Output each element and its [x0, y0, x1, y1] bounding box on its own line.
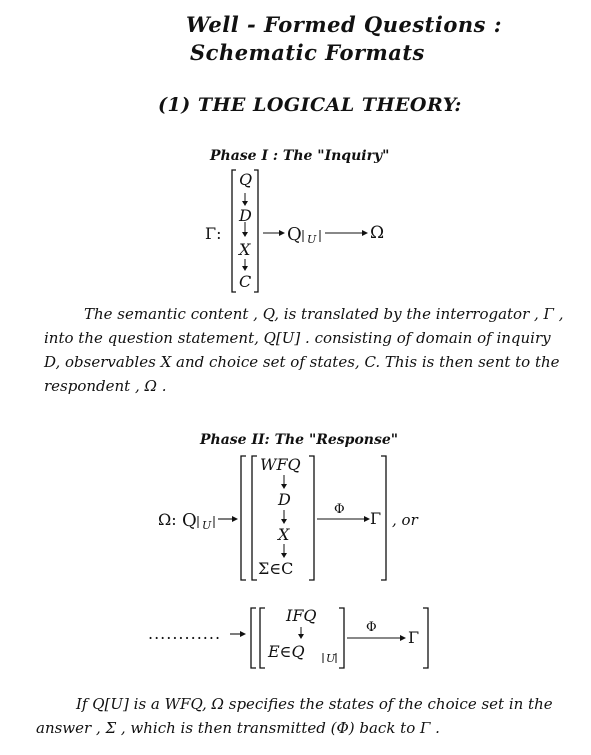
- item-q: Q: [239, 170, 253, 189]
- gamma-label: Γ:: [205, 224, 222, 243]
- phase-2-paragraph: [36, 692, 576, 740]
- phase-1-heading: Phase I : The "Inquiry": [210, 148, 390, 164]
- paragraph-line: The semantic content , Q, is translated by the interrogator , Γ ,: [84, 305, 564, 323]
- paragraph-line: into the question statement, Q[U] . consisting of domain of inquiry: [44, 329, 551, 347]
- or-text: , or: [392, 511, 418, 529]
- item-e-in-q: E∈Q: [268, 642, 305, 661]
- paragraph-line: D, observables X and choice set of states, C. This is then sent to the: [44, 353, 560, 371]
- item-x: X: [278, 525, 290, 544]
- omega-label: Ω:: [158, 510, 177, 529]
- item-u: U: [326, 652, 336, 665]
- alt-gamma-target: Γ: [408, 628, 420, 647]
- alt-phi-label: Φ: [366, 620, 377, 635]
- ellipsis-dots: ............: [148, 624, 222, 643]
- output-u: U: [307, 233, 317, 246]
- phi-label: Φ: [334, 502, 345, 517]
- gamma-target: Γ: [370, 509, 382, 528]
- title-line-1: Well - Formed Questions :: [186, 12, 503, 37]
- item-d: D: [278, 490, 291, 509]
- title-line-2: Schematic Formats: [190, 40, 425, 65]
- omega-target: Ω: [370, 223, 385, 243]
- item-c: C: [239, 272, 252, 291]
- paragraph-line: answer , Σ , which is then transmitted (Φ) back to Γ .: [36, 719, 440, 737]
- phase-1-paragraph: [44, 302, 564, 398]
- item-wfq: WFQ: [260, 455, 301, 474]
- item-d: D: [239, 206, 252, 225]
- phase-2-heading: Phase II: The "Response": [200, 432, 399, 448]
- input-q: Q: [182, 510, 197, 531]
- item-ifq: IFQ: [286, 606, 317, 625]
- item-sigma-in-c: Σ∈C: [258, 559, 294, 578]
- section-heading: (1) THE LOGICAL THEORY:: [158, 94, 462, 116]
- paragraph-line: respondent , Ω .: [44, 377, 167, 395]
- item-x: X: [239, 240, 251, 259]
- phase-2-diagram: [0, 440, 591, 590]
- output-q: Q: [287, 224, 302, 245]
- phase-1-diagram: [0, 0, 591, 300]
- paragraph-line: If Q[U] is a WFQ, Ω specifies the states of the choice set in the: [76, 695, 553, 713]
- phase-1-diagram-lines: [0, 0, 591, 300]
- ifq-diagram: [0, 600, 591, 680]
- input-u: U: [202, 519, 212, 532]
